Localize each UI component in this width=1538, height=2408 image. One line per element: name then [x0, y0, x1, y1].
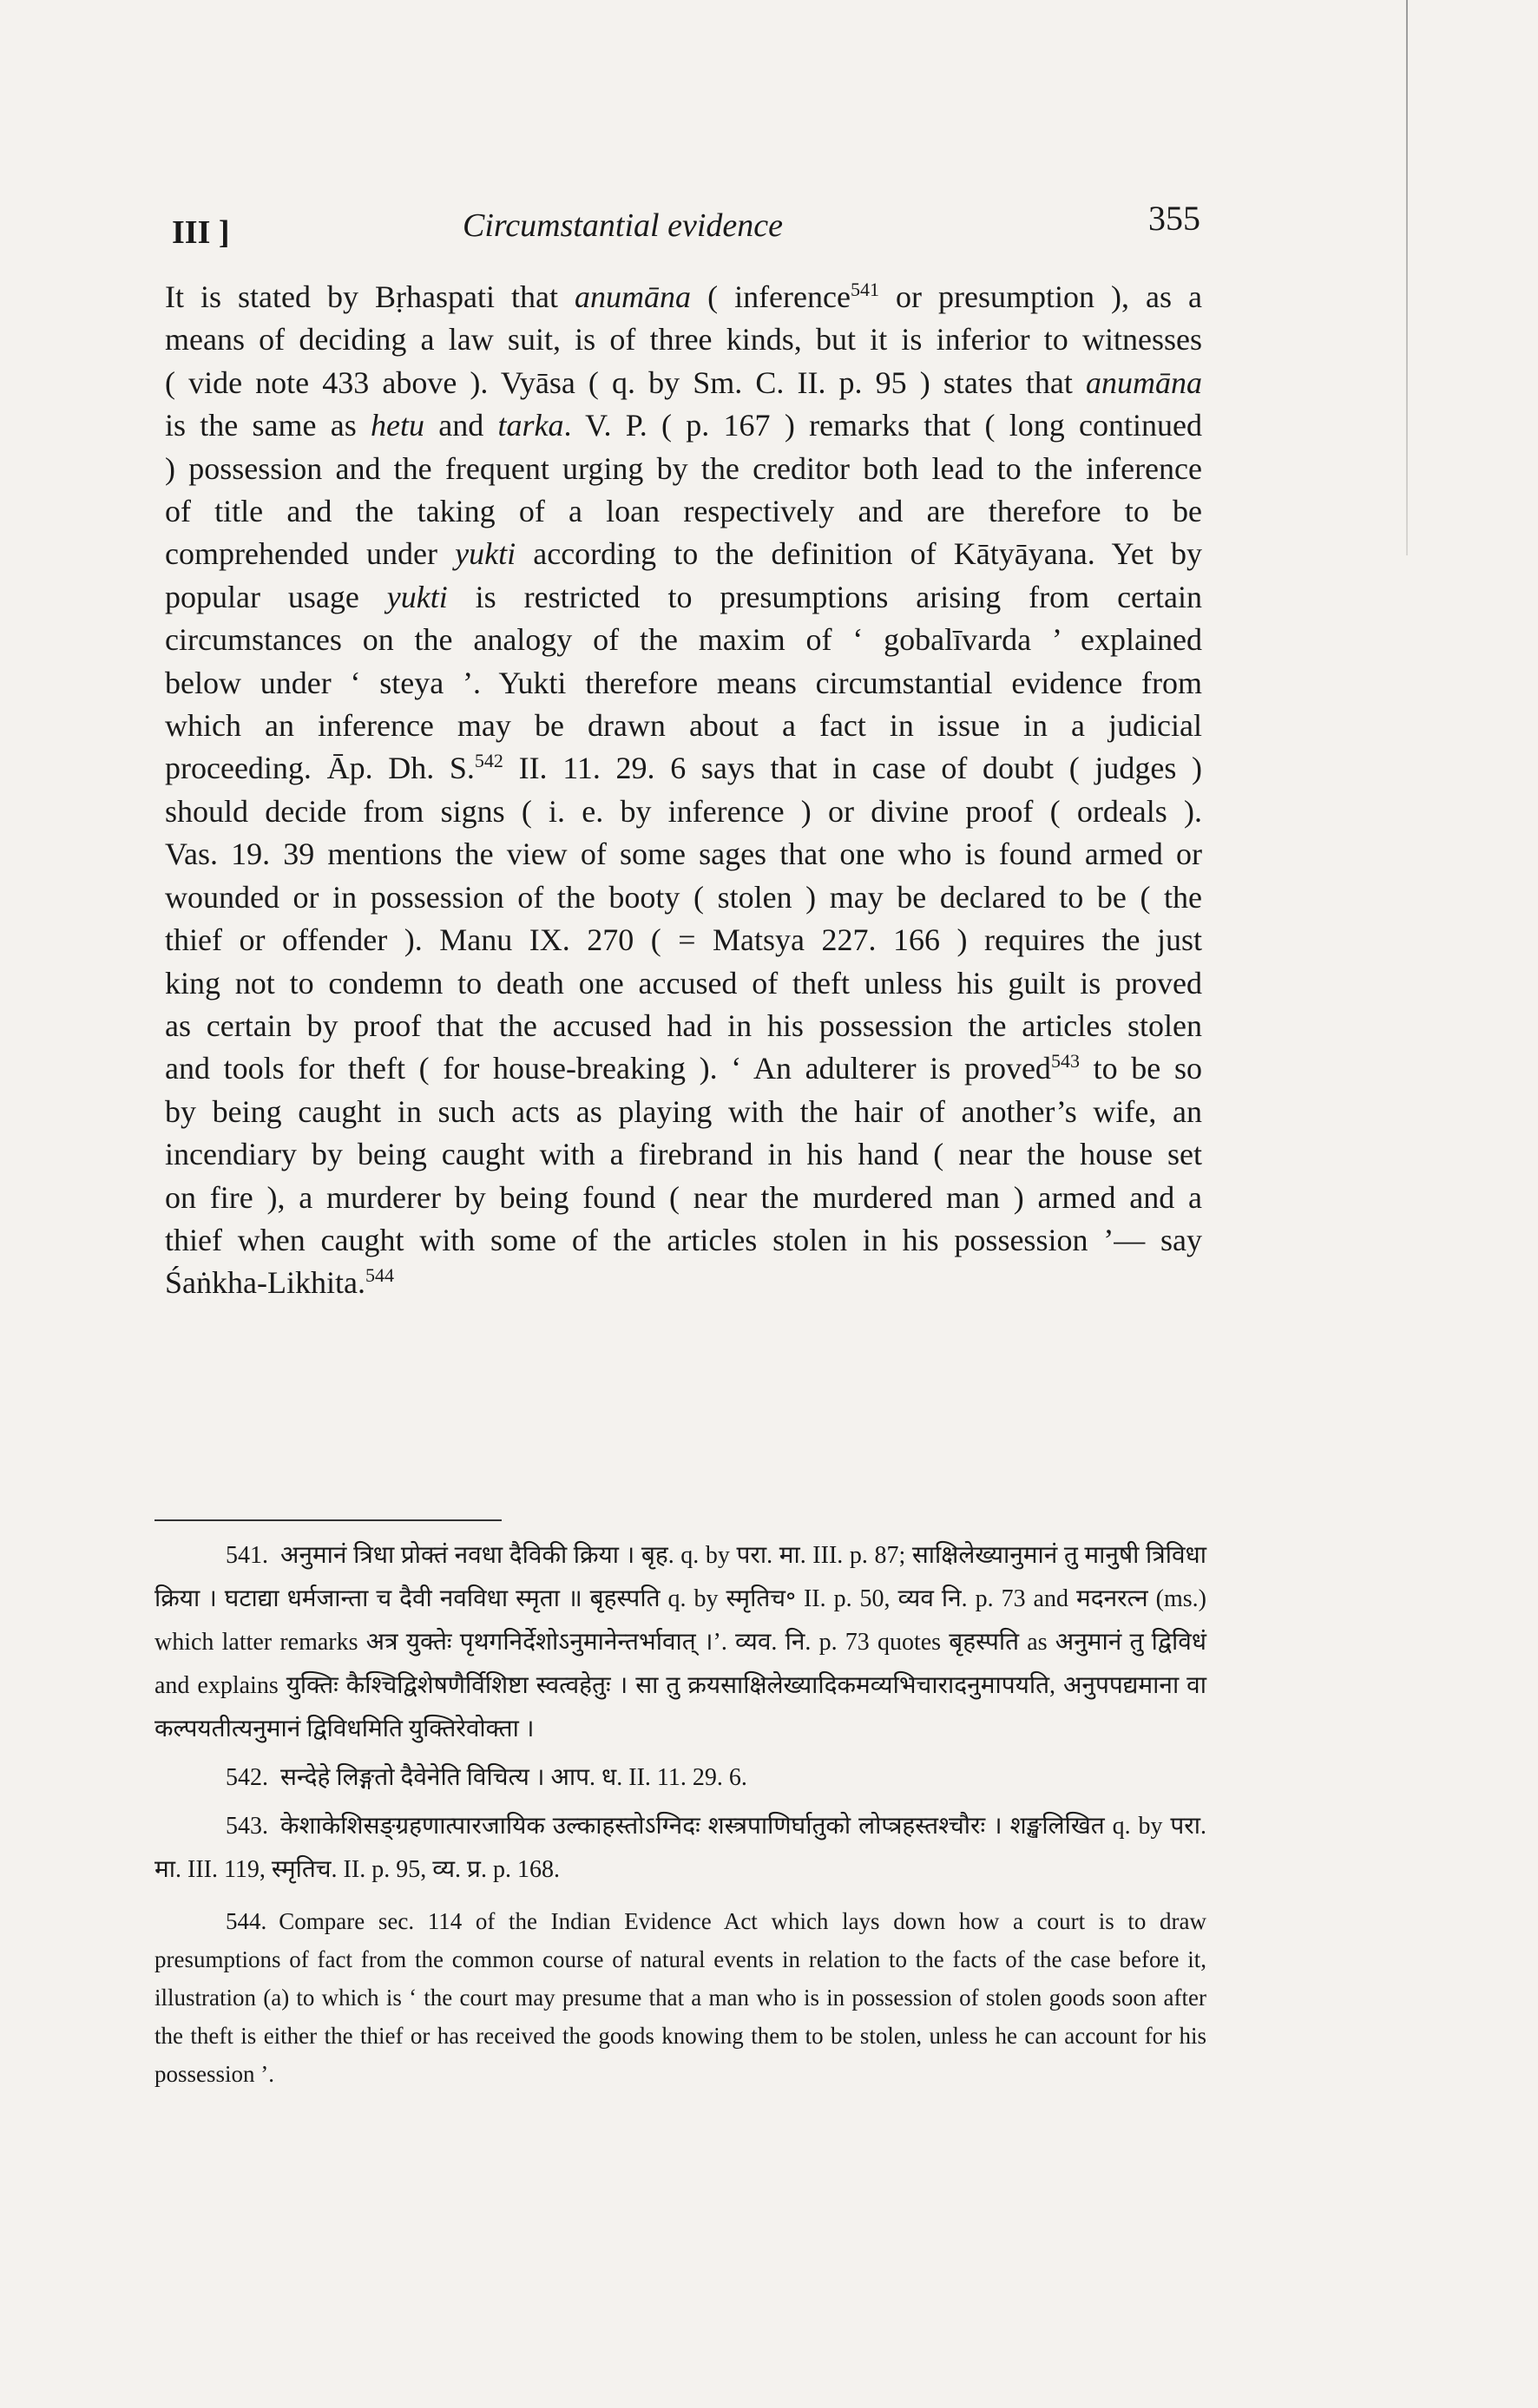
text-run: is the same as [165, 408, 371, 443]
term-anumana: anumāna [575, 279, 692, 314]
footnote-text: Compare sec. 114 of the Indian Evidence Act which lays down how a court is to draw presumptions of fact from the common course of natural events in relation to the facts of the case before it, illustration (a) to which is ‘ the court may presume that a man who is in possession of stolen goods soon after the theft is either the thief or has received the goods knowing them to be stolen, unless he can account for his possession ’. [154, 1908, 1206, 2087]
main-paragraph [165, 276, 1202, 1305]
text-run: according to the definition of Kātyāyana. Yet by popular usage [165, 536, 1202, 614]
footnote-number: 543. [226, 1813, 268, 1840]
text-run: to be so by being caught in such acts as playing with the hair of another’s wife, an incendiary by being caught with a firebrand in his hand ( near the house set on fire ), a murderer by being found ( near the murdered man ) armed and a thief when caught with some of the articles stolen in his possession ’— say Śaṅkha-Likhita. [165, 1051, 1202, 1301]
page-number: 355 [1148, 199, 1200, 238]
footnotes [154, 1534, 1206, 2098]
text-run: ( inference [691, 279, 851, 314]
footnote-543 [154, 1805, 1206, 1892]
footnote-ref-543[interactable]: 543 [1050, 1050, 1080, 1073]
text-run: and [424, 408, 498, 443]
page-header [172, 198, 1200, 250]
text-run: It is stated by Bṛhaspati that [165, 279, 575, 314]
text-run: II. 11. 29. 6 says that in case of doubt ( judges ) should decide from signs ( i. e. by inference ) or divine proof ( ordeals ). Vas. 19. 39 mentions the view of some sages that one who is found armed or wounded or in possession of the booty ( stolen ) may be declared to be ( the thief or offender ). Manu IX. 270 ( = Matsya 227. 166 ) requires the just king not to condemn to death one accused of theft unless his guilt is proved as certain by proof that the accused had in his possession the articles stolen and tools for theft ( for house-breaking ). ‘ An adulterer is proved [165, 751, 1202, 1086]
footnote-544 [154, 1902, 1206, 2093]
footnote-number: 542. [226, 1764, 268, 1791]
footnote-text: सन्देहे लिङ्गतो दैवेनेति विचित्य । आप. ध. II. 11. 29. 6. [280, 1764, 747, 1791]
footnote-ref-544[interactable]: 544 [365, 1264, 394, 1287]
footnote-541 [154, 1534, 1206, 1751]
term-tarka: tarka [497, 408, 564, 443]
footnote-ref-542[interactable]: 542 [474, 750, 503, 772]
term-anumana: anumāna [1086, 364, 1202, 400]
footnote-text: केशाकेशिसङ्ग्रहणात्पारजायिक उल्काहस्तोऽग्निदः शस्त्रपाणिर्घातुको लोप्त्रहस्तश्चौरः । शङ्खलिखित q. by परा. मा. III. 119, स्मृतिच. II. p. 95, व्य. प्र. p. 168. [154, 1813, 1206, 1883]
footnote-542 [154, 1756, 1206, 1800]
footnote-number: 544. [226, 1908, 267, 1934]
scan-edge-line [1406, 0, 1408, 555]
text-run: . V. P. ( p. 167 ) remarks that ( long continued ) possession and the frequent urging by the creditor both lead to the inference of title and the taking of a loan respectively and are therefore to be comprehended under [165, 408, 1203, 572]
footnote-rule [154, 1519, 502, 1521]
text-run: is restricted to presumptions arising from certain circumstances on the analogy of the maxim of ‘ gobalīvarda ’ explained below under ‘ steya ’. Yukti therefore means circumstantial evidence from which an inference may be drawn about a fact in issue in a judicial proceeding. Āp. Dh. S. [165, 579, 1202, 786]
running-title: Circumstantial evidence [463, 207, 783, 244]
footnote-number: 541. [226, 1542, 268, 1569]
term-yukti: yukti [455, 536, 516, 572]
text-run: or presumption ), as a means of deciding a law suit, is of three kinds, but it is inferior to witnesses ( vide note 433 above ). Vyāsa ( q. by Sm. C. II. p. 95 ) states that [165, 279, 1202, 400]
term-yukti: yukti [386, 579, 448, 614]
section-marker: III ] [172, 214, 230, 251]
footnote-text: अनुमानं त्रिधा प्रोक्तं नवधा दैविकी क्रिया । बृह. q. by परा. मा. III. p. 87; साक्षिलेख्यानुमानं तु मानुषी त्रिविधा क्रिया । घटाद्या धर्मजान्ता च दैवी नवविधा स्मृता ॥ बृहस्पति q. by स्मृतिच॰ II. p. 50, व्यव नि. p. 73 and मदनरत्न (ms.) which latter remarks अत्र युक्तेः पृथगनिर्देशोऽनुमानेन्तर्भावात् ।’. व्यव. नि. p. 73 quotes बृहस्पति as अनुमानं तु द्विविधं and explains युक्तिः कैश्चिद्विशेषणैर्विशिष्टा स्वत्वहेतुः । सा तु क्रयसाक्षिलेख्यादिकमव्यभिचारादनुमापयति, अनुपपद्यमाना वा कल्पयतीत्यनुमानं द्विविधमिति युक्तिरेवोक्ता । [154, 1542, 1206, 1742]
term-hetu: hetu [371, 408, 424, 443]
footnote-ref-541[interactable]: 541 [850, 279, 879, 300]
